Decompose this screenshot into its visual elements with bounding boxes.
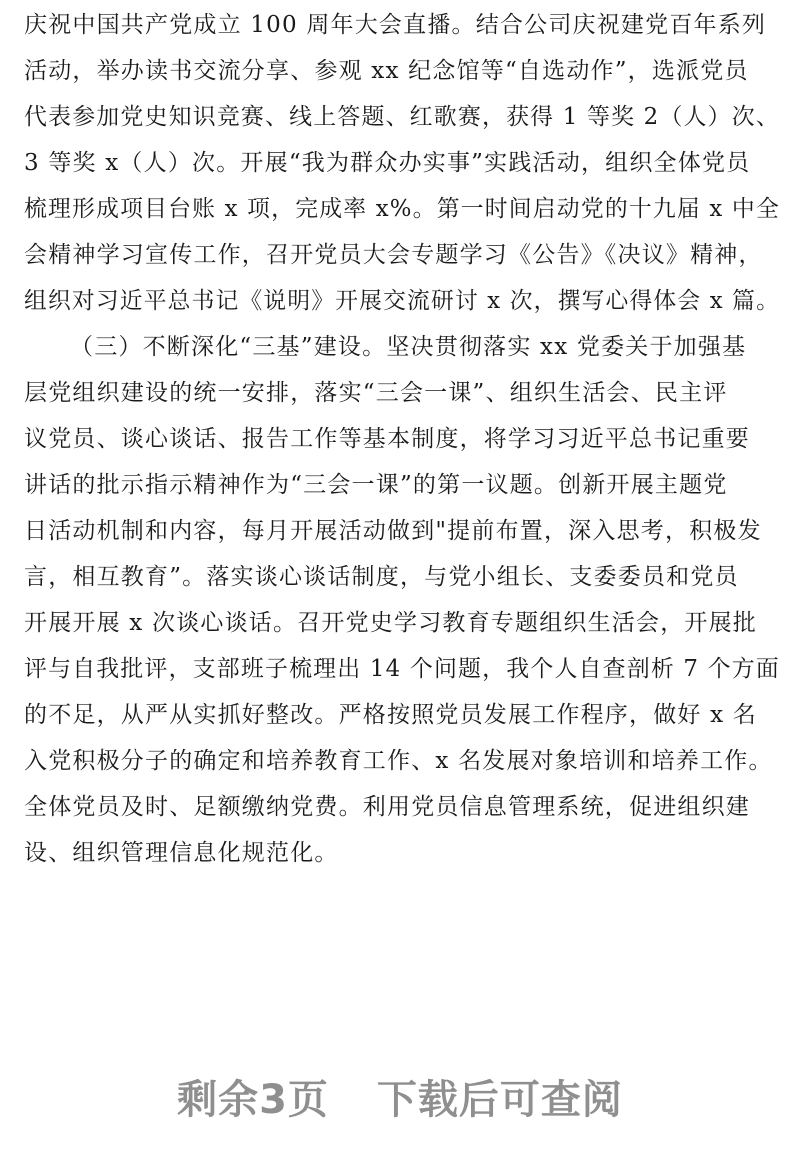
text-line: 全体党员及时、足额缴纳党费。利用党员信息管理系统，促进组织建 bbox=[24, 794, 750, 820]
text-line: 活动，举办读书交流分享、参观 xx 纪念馆等“自选动作”，选派党员 bbox=[24, 58, 749, 84]
text-line: 评与自我批评，支部班子梳理出 14 个问题，我个人自查剖析 7 个方面 bbox=[24, 656, 780, 682]
text-line: 代表参加党史知识竞赛、线上答题、红歌赛，获得 1 等奖 2（人）次、 bbox=[24, 104, 780, 130]
text-line: 议党员、谈心谈话、报告工作等基本制度，将学习习近平总书记重要 bbox=[24, 426, 750, 452]
text-line: 言，相互教育”。落实谈心谈话制度，与党小组长、支委委员和党员 bbox=[24, 564, 739, 590]
text-line: 讲话的批示指示精神作为“三会一课”的第一议题。创新开展主题党 bbox=[24, 472, 728, 498]
text-line: 梳理形成项目台账 x 项，完成率 x%。第一时间启动党的十九届 x 中全 bbox=[24, 196, 780, 222]
text-line: 层党组织建设的统一安排，落实“三会一课”、组织生活会、民主评 bbox=[24, 380, 728, 406]
text-line: 组织对习近平总书记《说明》开展交流研讨 x 次，撰写心得体会 x 篇。 bbox=[24, 288, 781, 314]
text-line: 入党积极分子的确定和培养教育工作、x 名发展对象培训和培养工作。 bbox=[24, 748, 773, 774]
download-hint-text: 下载后可查阅 bbox=[376, 1077, 623, 1123]
text-line: 日活动机制和内容，每月开展活动做到"提前布置，深入思考，积极发 bbox=[24, 518, 762, 544]
text-line: 的不足，从严从实抓好整改。严格按照党员发展工作程序，做好 x 名 bbox=[24, 702, 757, 728]
text-line: 3 等奖 x（人）次。开展“我为群众办实事”实践活动，组织全体党员 bbox=[24, 150, 751, 176]
download-prompt-banner[interactable] bbox=[0, 1068, 800, 1128]
text-line: 会精神学习宣传工作，召开党员大会专题学习《公告》《决议》精神， bbox=[24, 242, 763, 268]
text-line: 开展开展 x 次谈心谈话。召开党史学习教育专题组织生活会，开展批 bbox=[24, 610, 757, 636]
document-body bbox=[24, 0, 780, 876]
section-heading-line: （三）不断深化“三基”建设。坚决贯彻落实 xx 党委关于加强基 bbox=[70, 334, 747, 360]
text-line: 设、组织管理信息化规范化。 bbox=[24, 840, 339, 866]
text-line: 庆祝中国共产党成立 100 周年大会直播。结合公司庆祝建党百年系列 bbox=[24, 12, 767, 38]
remaining-pages-text: 剩余3页 bbox=[177, 1077, 329, 1123]
